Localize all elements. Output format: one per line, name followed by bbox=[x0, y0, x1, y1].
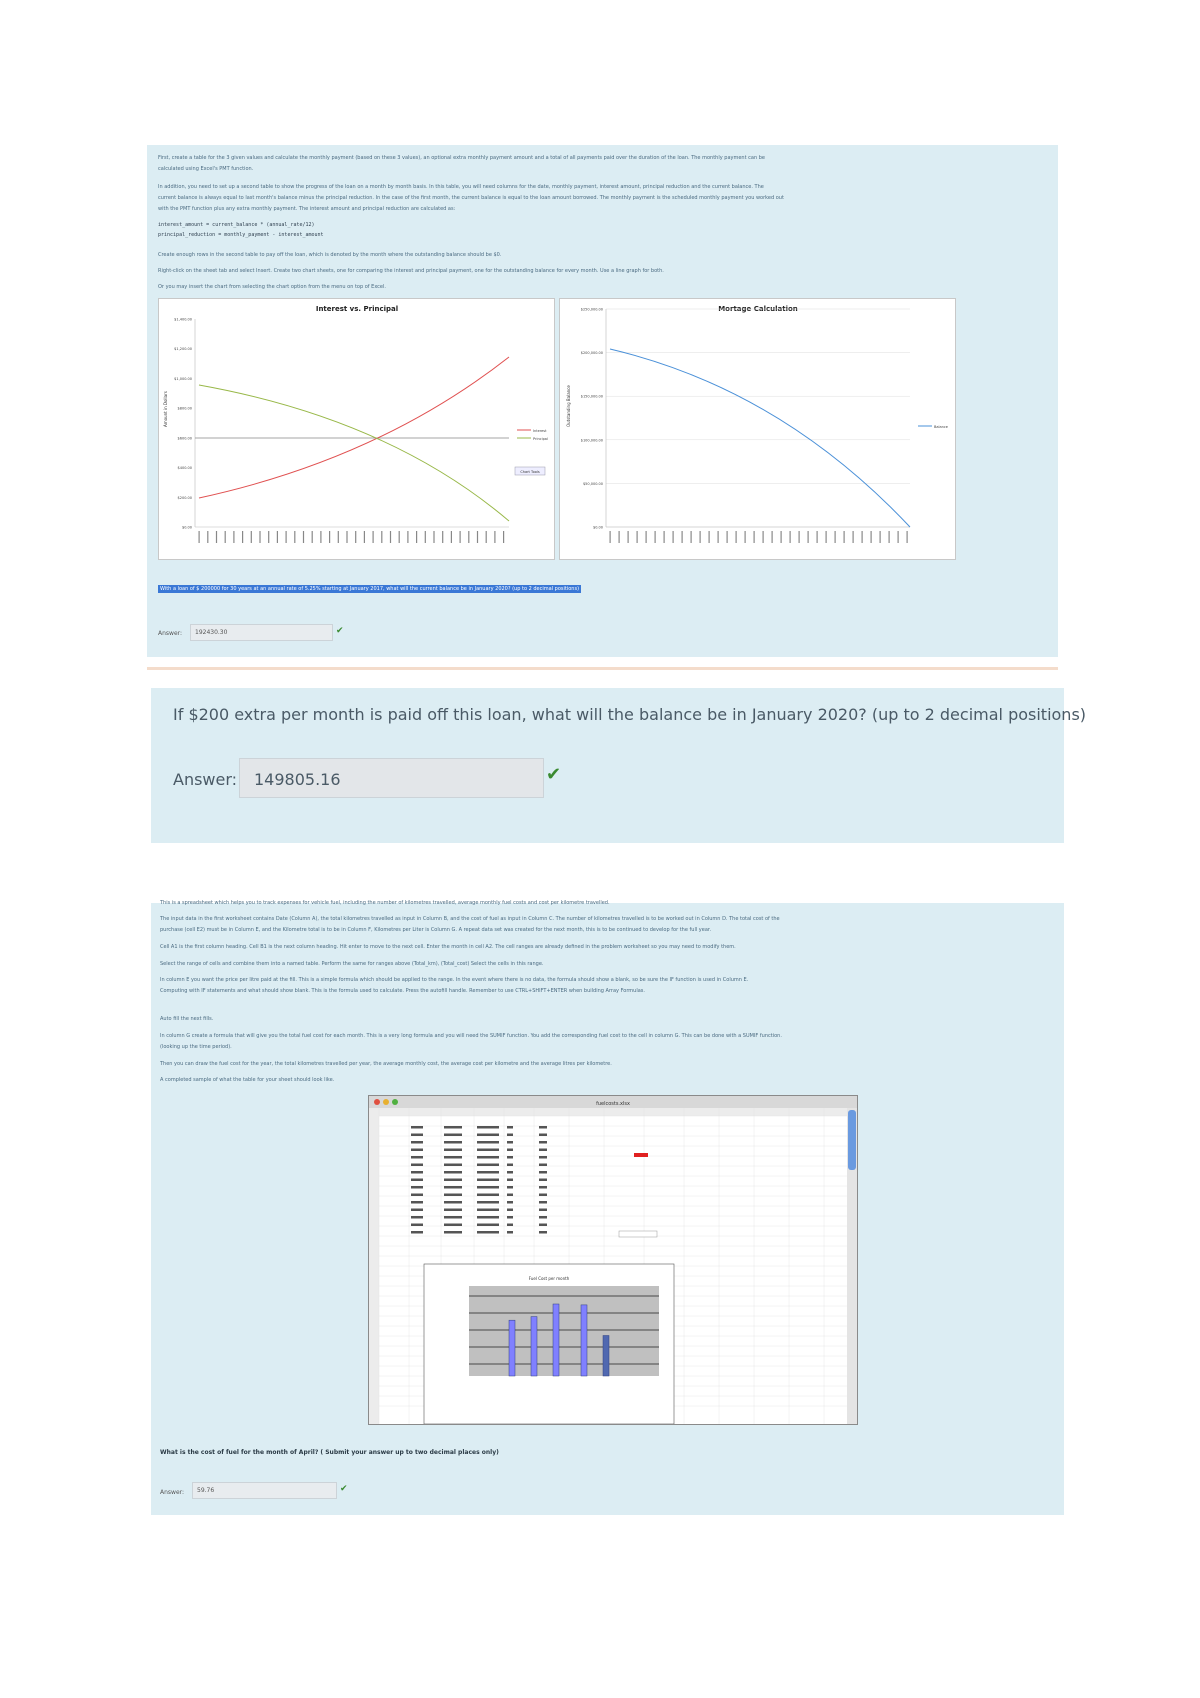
scrollbar-thumb[interactable] bbox=[848, 1110, 856, 1170]
y-tick-label: $200.00 bbox=[177, 495, 192, 500]
cell-content bbox=[411, 1194, 423, 1197]
cell-content bbox=[477, 1179, 499, 1182]
x-tick-mark bbox=[494, 531, 495, 543]
y-tick-label: $0.00 bbox=[181, 525, 192, 530]
x-tick-mark bbox=[312, 531, 313, 543]
x-tick-mark bbox=[233, 531, 234, 543]
x-tick-mark bbox=[346, 531, 347, 543]
x-tick-mark bbox=[907, 531, 908, 543]
cell-content bbox=[539, 1201, 547, 1204]
cell-content bbox=[477, 1209, 499, 1212]
cell-content bbox=[507, 1156, 513, 1159]
x-tick-mark bbox=[477, 531, 478, 543]
chart-bar bbox=[531, 1317, 537, 1376]
cell-content bbox=[444, 1126, 462, 1129]
cell-content bbox=[539, 1216, 547, 1219]
instruction-line: Right-click on the sheet tab and select Insert. Create two chart sheets, one for comparing the interest and principal payment, one for the outstanding balance for every month. Use a line graph for both. bbox=[158, 268, 664, 274]
x-tick-mark bbox=[199, 531, 200, 543]
x-tick-mark bbox=[646, 531, 647, 543]
x-tick-mark bbox=[390, 531, 391, 543]
instruction-line: In column E you want the price per litre paid at the fill. This is a simple formula which should be applied to the range. In the event where there is no data, the formula should show a blank, so be sure the IF function is used in Column E. bbox=[160, 977, 749, 983]
cell-content bbox=[411, 1156, 423, 1159]
minimize-window-icon[interactable] bbox=[383, 1099, 389, 1105]
input-cell[interactable] bbox=[619, 1231, 657, 1237]
cell-content bbox=[477, 1216, 499, 1219]
instruction-line: Or you may insert the chart from selecting the chart option from the menu on top of Excel. bbox=[158, 284, 386, 290]
chart-bar bbox=[603, 1336, 609, 1377]
cell-content bbox=[539, 1224, 547, 1227]
cell-content bbox=[539, 1179, 547, 1182]
cell-content bbox=[444, 1156, 462, 1159]
x-tick-mark bbox=[682, 531, 683, 543]
row-header-bar bbox=[369, 1116, 379, 1424]
x-tick-mark bbox=[799, 531, 800, 543]
cell-content bbox=[477, 1194, 499, 1197]
question-text: If $200 extra per month is paid off this loan, what will the balance be in January 2020? (up to 2 decimal positions) bbox=[173, 705, 1087, 724]
cell-content bbox=[539, 1209, 547, 1212]
cell-content bbox=[477, 1231, 499, 1234]
y-tick-label: $200,000.00 bbox=[580, 351, 603, 356]
answer-input[interactable]: 192430.30 bbox=[190, 624, 333, 641]
interest-principal-svg bbox=[159, 299, 554, 559]
cell-content bbox=[507, 1171, 513, 1174]
cell-content bbox=[444, 1164, 462, 1167]
x-tick-mark bbox=[880, 531, 881, 543]
cell-content bbox=[444, 1186, 462, 1189]
cell-content bbox=[444, 1194, 462, 1197]
answer-label: Answer: bbox=[160, 1489, 185, 1496]
close-window-icon[interactable] bbox=[374, 1099, 380, 1105]
cell-content bbox=[411, 1201, 423, 1204]
spreadsheet-screenshot bbox=[368, 1095, 858, 1425]
x-tick-mark bbox=[691, 531, 692, 543]
cell-content bbox=[507, 1224, 513, 1227]
answer-label: Answer: bbox=[158, 630, 183, 637]
cell-content bbox=[539, 1164, 547, 1167]
cell-content bbox=[477, 1224, 499, 1227]
instruction-line: current balance is always equal to last month's balance minus the principal reduction. In the case of the first month, the current balance is equal to the loan amount borrowed. The monthly payment is the scheduled monthly payment you worked out bbox=[158, 195, 784, 201]
chart-bar bbox=[509, 1320, 515, 1376]
correct-check-icon: ✔ bbox=[336, 626, 344, 636]
cell-content bbox=[411, 1164, 423, 1167]
zoom-window-icon[interactable] bbox=[392, 1099, 398, 1105]
instruction-line: Cell A1 is the first column heading. Cell B1 is the next column heading. Hit enter to move to the next cell. Enter the month in cell A2. The cell ranges are already defined in the problem worksheet so you may need to modify them. bbox=[160, 944, 736, 950]
x-tick-mark bbox=[442, 531, 443, 543]
column-header-bar bbox=[369, 1108, 857, 1116]
cell-content bbox=[507, 1134, 513, 1137]
cell-content bbox=[444, 1231, 462, 1234]
x-tick-mark bbox=[268, 531, 269, 543]
x-tick-mark bbox=[277, 531, 278, 543]
cell-content bbox=[539, 1194, 547, 1197]
x-tick-mark bbox=[468, 531, 469, 543]
answer-label: Answer: bbox=[173, 770, 238, 789]
formula-line: interest_amount = current_balance * (annual_rate/12) bbox=[158, 222, 315, 228]
cell-content bbox=[444, 1171, 462, 1174]
cell-content bbox=[539, 1156, 547, 1159]
chart-title: Interest vs. Principal bbox=[315, 305, 399, 313]
x-tick-mark bbox=[242, 531, 243, 543]
cell-content bbox=[477, 1134, 499, 1137]
cell-content bbox=[411, 1179, 423, 1182]
chart-bar bbox=[553, 1304, 559, 1376]
cell-content bbox=[411, 1149, 423, 1152]
highlighted-question: With a loan of $ 200000 for 30 years at an annual rate of 5.25% starting at January 2017, what will the current balance be in January 2020? (up to 2 decimal positions) bbox=[160, 586, 580, 592]
cell-content bbox=[539, 1134, 547, 1137]
x-tick-mark bbox=[655, 531, 656, 543]
x-tick-mark bbox=[781, 531, 782, 543]
cell-content bbox=[444, 1224, 462, 1227]
balance-series-line bbox=[610, 349, 910, 527]
window-title: fuelcosts.xlsx bbox=[596, 1101, 630, 1107]
legend-balance: Balance bbox=[934, 425, 948, 429]
cell-content bbox=[411, 1171, 423, 1174]
cell-content bbox=[477, 1164, 499, 1167]
y-tick-label: $800.00 bbox=[177, 406, 192, 411]
y-tick-label: $50,000.00 bbox=[582, 481, 603, 486]
chart-bar bbox=[581, 1305, 587, 1376]
cell-content bbox=[411, 1186, 423, 1189]
x-tick-mark bbox=[835, 531, 836, 543]
x-tick-mark bbox=[790, 531, 791, 543]
principal-series-line bbox=[199, 385, 509, 521]
cell-content bbox=[507, 1194, 513, 1197]
y-tick-label: $600.00 bbox=[177, 436, 192, 441]
y-tick-label: $1,000.00 bbox=[174, 376, 192, 381]
instruction-line: In column G create a formula that will give you the total fuel cost for each month. This is a very long formula and you will need the SUMIF function. You add the corresponding fuel cost to the cell in column G. This can be done with a SUMIF function. bbox=[160, 1033, 782, 1039]
divider bbox=[147, 667, 1058, 670]
correct-check-icon: ✔ bbox=[340, 1484, 348, 1494]
embedded-chart-title: Fuel Cost per month bbox=[528, 1276, 570, 1281]
answer-input[interactable]: 59.76 bbox=[192, 1482, 337, 1499]
cell-content bbox=[411, 1141, 423, 1144]
x-tick-mark bbox=[619, 531, 620, 543]
cell-content bbox=[477, 1171, 499, 1174]
x-tick-mark bbox=[817, 531, 818, 543]
instruction-line: A completed sample of what the table for your sheet should look like. bbox=[160, 1077, 335, 1083]
x-tick-mark bbox=[381, 531, 382, 543]
instruction-line: This is a spreadsheet which helps you to track expenses for vehicle fuel, including the number of kilometres travelled, average monthly fuel costs and cost per kilometre travelled. bbox=[160, 900, 610, 906]
cell-content bbox=[507, 1141, 513, 1144]
x-tick-mark bbox=[736, 531, 737, 543]
x-tick-mark bbox=[407, 531, 408, 543]
x-tick-mark bbox=[700, 531, 701, 543]
cell-content bbox=[444, 1179, 462, 1182]
x-tick-mark bbox=[709, 531, 710, 543]
x-tick-mark bbox=[745, 531, 746, 543]
cell-content bbox=[507, 1179, 513, 1182]
x-tick-mark bbox=[853, 531, 854, 543]
instruction-line: Auto fill the next fills. bbox=[160, 1016, 214, 1022]
x-tick-mark bbox=[294, 531, 295, 543]
cell-content bbox=[411, 1209, 423, 1212]
chart-title: Mortage Calculation bbox=[718, 305, 798, 313]
x-tick-mark bbox=[373, 531, 374, 543]
cell-content bbox=[444, 1216, 462, 1219]
x-tick-mark bbox=[503, 531, 504, 543]
x-tick-mark bbox=[898, 531, 899, 543]
y-tick-label: $150,000.00 bbox=[580, 394, 603, 399]
cell-content bbox=[507, 1126, 513, 1129]
x-tick-mark bbox=[451, 531, 452, 543]
y-axis-label: Outstanding Balance bbox=[566, 385, 571, 427]
cell-content bbox=[444, 1209, 462, 1212]
x-tick-mark bbox=[259, 531, 260, 543]
x-tick-mark bbox=[763, 531, 764, 543]
cell-content bbox=[444, 1201, 462, 1204]
cell-content bbox=[477, 1201, 499, 1204]
y-tick-label: $250,000.00 bbox=[580, 307, 603, 312]
x-tick-mark bbox=[251, 531, 252, 543]
cell-content bbox=[507, 1216, 513, 1219]
x-tick-mark bbox=[425, 531, 426, 543]
y-tick-label: $1,400.00 bbox=[174, 317, 192, 322]
x-tick-mark bbox=[862, 531, 863, 543]
instruction-line: Then you can draw the fuel cost for the year, the total kilometres travelled per year, the average monthly cost, the average cost per kilometre and the average litres per kilometre. bbox=[160, 1061, 612, 1067]
instruction-line: In addition, you need to set up a second table to show the progress of the loan on a month by month basis. In this table, you will need columns for the date, monthly payment, interest amount, principal reduction and the current balance. The bbox=[158, 184, 764, 190]
cell-content bbox=[539, 1126, 547, 1129]
cell-content bbox=[444, 1149, 462, 1152]
cell-content bbox=[477, 1126, 499, 1129]
cell-content bbox=[539, 1186, 547, 1189]
x-tick-mark bbox=[303, 531, 304, 543]
cell-content bbox=[507, 1149, 513, 1152]
instruction-line: Computing with IF statements and what should show blank. This is the formula used to calculate. Press the autofill handle. Remember to use CTRL+SHIFT+ENTER when building Array Formulas. bbox=[160, 988, 645, 994]
cell-content bbox=[477, 1141, 499, 1144]
x-tick-mark bbox=[808, 531, 809, 543]
spreadsheet-svg bbox=[369, 1096, 857, 1424]
interest-series-line bbox=[199, 357, 509, 498]
cell-content bbox=[411, 1134, 423, 1137]
x-tick-mark bbox=[772, 531, 773, 543]
x-tick-mark bbox=[889, 531, 890, 543]
instruction-line: with the PMT function plus any extra monthly payment. The interest amount and principal reduction are calculated as: bbox=[158, 206, 456, 212]
y-tick-label: $400.00 bbox=[177, 466, 192, 471]
cell-content bbox=[477, 1186, 499, 1189]
correct-check-icon: ✔ bbox=[546, 764, 562, 785]
x-tick-mark bbox=[416, 531, 417, 543]
x-tick-mark bbox=[320, 531, 321, 543]
chart-tools-label: Chart Tools bbox=[520, 470, 540, 474]
instruction-line: calculated using Excel's PMT function. bbox=[158, 166, 254, 172]
cell-content bbox=[477, 1149, 499, 1152]
cell-content bbox=[539, 1231, 547, 1234]
x-tick-mark bbox=[329, 531, 330, 543]
x-tick-mark bbox=[610, 531, 611, 543]
cell-content bbox=[444, 1141, 462, 1144]
x-tick-mark bbox=[826, 531, 827, 543]
cell-content bbox=[411, 1231, 423, 1234]
x-tick-mark bbox=[286, 531, 287, 543]
instruction-line: The input data in the first worksheet contains Date (Column A), the total kilometres travelled as input in Column B, and the cost of fuel as input in Column C. The number of kilometres travelled is to be worked out in Column D. The total cost of the bbox=[160, 916, 780, 922]
x-tick-mark bbox=[225, 531, 226, 543]
cell-content bbox=[539, 1171, 547, 1174]
x-tick-mark bbox=[754, 531, 755, 543]
x-tick-mark bbox=[673, 531, 674, 543]
cell-content bbox=[411, 1224, 423, 1227]
highlighted-cell bbox=[634, 1153, 648, 1157]
formula-line: principal_reduction = monthly_payment - interest_amount bbox=[158, 232, 324, 238]
cell-content bbox=[411, 1126, 423, 1129]
cell-content bbox=[444, 1134, 462, 1137]
cell-content bbox=[507, 1231, 513, 1234]
x-tick-mark bbox=[399, 531, 400, 543]
x-tick-mark bbox=[433, 531, 434, 543]
x-tick-mark bbox=[460, 531, 461, 543]
legend-interest: Interest bbox=[533, 429, 547, 433]
cell-content bbox=[507, 1201, 513, 1204]
y-tick-label: $100,000.00 bbox=[580, 438, 603, 443]
cell-content bbox=[539, 1149, 547, 1152]
cell-content bbox=[539, 1141, 547, 1144]
embedded-plot-area bbox=[469, 1286, 659, 1376]
x-tick-mark bbox=[637, 531, 638, 543]
cell-content bbox=[477, 1156, 499, 1159]
y-axis-label: Amount in Dollars bbox=[163, 391, 168, 427]
mortgage-chart bbox=[559, 298, 956, 560]
mortgage-svg bbox=[560, 299, 955, 559]
x-tick-mark bbox=[486, 531, 487, 543]
x-tick-mark bbox=[628, 531, 629, 543]
cell-content bbox=[411, 1216, 423, 1219]
interest-principal-chart bbox=[158, 298, 555, 560]
instruction-line: Select the range of cells and combine them into a named table. Perform the same for ranges above (Total_km), (Total_cost) Select the cells in this range. bbox=[160, 961, 544, 967]
legend-principal: Principal bbox=[533, 437, 548, 441]
x-tick-mark bbox=[207, 531, 208, 543]
x-tick-mark bbox=[718, 531, 719, 543]
question-text: What is the cost of fuel for the month of April? ( Submit your answer up to two decimal places only) bbox=[160, 1449, 499, 1456]
instruction-line: First, create a table for the 3 given values and calculate the monthly payment (based on these 3 values), an optional extra monthly payment amount and a total of all payments paid over the duration of the loan. The monthly payment can be bbox=[158, 155, 765, 161]
x-tick-mark bbox=[844, 531, 845, 543]
y-tick-label: $1,200.00 bbox=[174, 347, 192, 352]
x-tick-mark bbox=[664, 531, 665, 543]
cell-content bbox=[507, 1186, 513, 1189]
x-tick-mark bbox=[727, 531, 728, 543]
instruction-line: Create enough rows in the second table to pay off the loan, which is denoted by the month where the outstanding balance should be $0. bbox=[158, 252, 502, 258]
instruction-line: (looking up the time period). bbox=[160, 1044, 232, 1050]
answer-input[interactable]: 149805.16 bbox=[239, 758, 544, 798]
x-tick-mark bbox=[338, 531, 339, 543]
x-tick-mark bbox=[871, 531, 872, 543]
x-tick-mark bbox=[216, 531, 217, 543]
x-tick-mark bbox=[364, 531, 365, 543]
cell-content bbox=[507, 1164, 513, 1167]
x-tick-mark bbox=[355, 531, 356, 543]
instruction-line: purchase (cell E2) must be in Column E, and the Kilometre total is to be in Column F, Kilometres per Liter is Column G. A repeat data set was created for the next month, this is to be continued to develop for the full year. bbox=[160, 927, 712, 933]
cell-content bbox=[507, 1209, 513, 1212]
y-tick-label: $0.00 bbox=[592, 525, 603, 530]
